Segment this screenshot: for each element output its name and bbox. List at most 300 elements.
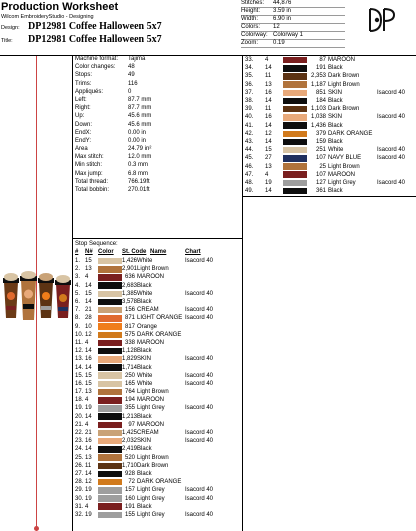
- stop-color-name: White: [137, 258, 153, 265]
- stop-row: [245, 162, 416, 170]
- stop-needle: 21: [85, 430, 92, 437]
- stop-color-name: Dark Brown: [137, 462, 169, 469]
- info-label: Max jump:: [75, 170, 103, 177]
- stop-stitch-code: 361: [315, 188, 326, 195]
- info-label: Trims:: [75, 80, 92, 87]
- stop-num: 23.: [75, 438, 84, 445]
- info-row: [75, 122, 242, 130]
- info-row: [75, 105, 242, 113]
- info-value: 45.6 mm: [128, 113, 152, 120]
- stop-needle: 15: [85, 258, 92, 265]
- stop-needle: 19: [85, 511, 92, 518]
- stop-stitch-code: 2,683: [122, 282, 138, 289]
- stop-stitch-code: 194: [124, 397, 135, 404]
- stop-color-name: DARK ORANGE: [328, 130, 373, 137]
- stop-row: [75, 437, 242, 445]
- stop-row: [245, 56, 416, 64]
- info-value: 49: [128, 72, 135, 79]
- stop-row: [75, 404, 242, 412]
- stop-row: [75, 331, 242, 339]
- stop-row: [75, 511, 242, 519]
- stop-stitch-code: 107: [315, 155, 326, 162]
- stop-num: 10.: [75, 331, 84, 338]
- stop-row: [245, 97, 416, 105]
- stop-stitch-code: 817: [124, 323, 135, 330]
- stop-color-name: Black: [328, 188, 343, 195]
- info-row: [75, 97, 242, 105]
- color-swatch: [283, 139, 307, 146]
- stop-row: [75, 454, 242, 462]
- stats-panel: [241, 0, 345, 48]
- stop-num: 9.: [75, 323, 81, 330]
- info-row: [75, 179, 242, 187]
- info-row: [75, 171, 242, 179]
- stop-num: 6.: [75, 299, 81, 306]
- stop-color-name: SKIN: [137, 356, 152, 363]
- stat-label: Colorway:: [241, 32, 268, 38]
- stop-stitch-code: 250: [124, 372, 135, 379]
- stop-row: [75, 380, 242, 388]
- info-label: Total thread:: [75, 178, 109, 185]
- info-label: Min stitch:: [75, 162, 103, 169]
- header-color: Color: [98, 249, 114, 255]
- info-value: 24.79 in²: [128, 146, 152, 153]
- stop-color-name: Light Brown: [137, 389, 169, 396]
- color-swatch: [283, 106, 307, 113]
- stop-num: 35.: [245, 73, 254, 80]
- stop-color-name: Black: [137, 299, 152, 306]
- stop-num: 25.: [75, 454, 84, 461]
- stop-stitch-code: 251: [315, 147, 326, 154]
- color-swatch: [283, 65, 307, 72]
- color-table-bottom: [243, 196, 416, 197]
- header-needle: N#: [85, 249, 93, 255]
- color-swatch: [98, 307, 122, 314]
- stop-stitch-code: 379: [315, 130, 326, 137]
- color-swatch: [98, 495, 122, 502]
- stop-color-name: Black: [137, 364, 152, 371]
- stop-sequence-title: Stop Sequence:: [75, 241, 118, 247]
- stop-needle: 16: [85, 438, 92, 445]
- stop-num: 39.: [245, 106, 254, 113]
- stop-num: 40.: [245, 114, 254, 121]
- stop-chart: Isacord 40: [185, 511, 214, 518]
- stop-row: [75, 388, 242, 396]
- color-swatch: [283, 98, 307, 105]
- stop-stitch-code: 2,353: [310, 73, 326, 80]
- stop-needle: 13: [85, 454, 92, 461]
- stat-row: [241, 40, 345, 48]
- color-swatch: [98, 405, 122, 412]
- stop-needle: 10: [85, 323, 92, 330]
- color-swatch: [98, 266, 122, 273]
- trace-end-dot: [34, 526, 39, 531]
- info-value: 0.00 in: [128, 129, 147, 136]
- info-label: Area: [75, 146, 88, 153]
- info-value: 87.7 mm: [128, 105, 152, 112]
- header-code: St. Code: [122, 249, 147, 255]
- info-row: [75, 64, 242, 72]
- stop-num: 31.: [75, 503, 84, 510]
- info-row: [75, 89, 242, 97]
- color-swatch: [98, 372, 122, 379]
- stop-num: 26.: [75, 462, 84, 469]
- stop-row: [245, 113, 416, 121]
- info-value: 87.7 mm: [128, 96, 152, 103]
- stop-row: [75, 494, 242, 502]
- stop-stitch-code: 1,426: [122, 258, 138, 265]
- stop-num: 41.: [245, 122, 254, 129]
- stop-num: 44.: [245, 147, 254, 154]
- info-value: 6.8 mm: [128, 170, 149, 177]
- color-swatch: [283, 188, 307, 195]
- stop-color-name: MAROON: [137, 421, 164, 428]
- stop-chart: Isacord 40: [185, 487, 214, 494]
- info-row: [75, 154, 242, 162]
- stop-num: 5.: [75, 290, 81, 297]
- stop-chart: Isacord 40: [185, 495, 214, 502]
- stat-label: Width:: [241, 16, 259, 22]
- stat-value: 12: [273, 24, 280, 30]
- stop-row: [75, 413, 242, 421]
- stop-color-name: Light Grey: [137, 495, 165, 502]
- design-label: Design:: [1, 25, 20, 31]
- stop-sequence-continued: [245, 56, 416, 195]
- color-swatch: [98, 413, 122, 420]
- stop-row: [75, 429, 242, 437]
- stop-needle: 4: [85, 397, 89, 404]
- stop-row: [75, 470, 242, 478]
- stop-num: 11.: [75, 339, 83, 346]
- stop-num: 2.: [75, 266, 81, 273]
- stop-num: 33.: [245, 57, 254, 64]
- info-label: Left:: [75, 96, 87, 103]
- stop-needle: 15: [265, 147, 272, 154]
- stop-stitch-code: 87: [319, 57, 326, 64]
- stop-row: [75, 257, 242, 265]
- info-value: 116: [128, 80, 138, 87]
- info-label: Down:: [75, 121, 93, 128]
- stop-stitch-code: 338: [124, 339, 135, 346]
- stop-needle: 19: [85, 487, 92, 494]
- stop-num: 15.: [75, 372, 84, 379]
- stop-needle: 16: [85, 356, 92, 363]
- stop-row: [245, 105, 416, 113]
- stop-needle: 14: [265, 138, 272, 145]
- stop-needle: 19: [85, 405, 92, 412]
- stop-color-name: MAROON: [328, 171, 355, 178]
- stop-color-name: Light Brown: [137, 454, 169, 461]
- stop-row: [75, 273, 242, 281]
- stat-label: Zoom:: [241, 40, 259, 46]
- stop-needle: 15: [85, 372, 92, 379]
- stop-num: 13.: [75, 356, 84, 363]
- stop-color-name: Black: [137, 503, 152, 510]
- stop-chart: Isacord 40: [185, 372, 214, 379]
- stop-row: [75, 323, 242, 331]
- stat-value: 44,876: [273, 0, 292, 6]
- stop-num: 19.: [75, 405, 84, 412]
- color-swatch: [98, 397, 122, 404]
- stop-num: 7.: [75, 307, 81, 314]
- stop-chart: Isacord 40: [377, 89, 406, 96]
- stop-needle: 11: [265, 106, 272, 113]
- stop-num: 14.: [75, 364, 84, 371]
- stop-needle: 14: [85, 299, 92, 306]
- stop-num: 49.: [245, 188, 254, 195]
- info-label: Max stitch:: [75, 154, 104, 161]
- stop-num: 28.: [75, 479, 84, 486]
- color-swatch: [98, 258, 122, 265]
- stop-needle: 4: [85, 421, 89, 428]
- stop-row: [75, 339, 242, 347]
- stop-chart: Isacord 40: [185, 290, 214, 297]
- color-swatch: [98, 471, 122, 478]
- stop-row: [245, 171, 416, 179]
- stat-label: Colors:: [241, 24, 261, 30]
- stop-row: [245, 138, 416, 146]
- stop-stitch-code: 1,187: [310, 81, 326, 88]
- stop-needle: 27: [265, 155, 272, 162]
- stop-needle: 4: [265, 171, 269, 178]
- stop-num: 16.: [75, 380, 84, 387]
- stop-num: 21.: [75, 421, 84, 428]
- stat-value: 0.19: [273, 40, 285, 46]
- info-value: 12.0 mm: [128, 154, 152, 161]
- stop-chart: Isacord 40: [185, 430, 214, 437]
- stop-stitch-code: 97: [128, 421, 135, 428]
- stop-color-name: Light Brown: [137, 266, 169, 273]
- color-swatch: [283, 147, 307, 154]
- stop-row: [75, 462, 242, 470]
- stop-row: [75, 372, 242, 380]
- stop-num: 43.: [245, 138, 254, 145]
- header-name: Name: [150, 249, 167, 255]
- color-swatch: [98, 446, 122, 453]
- stop-needle: 4: [85, 503, 89, 510]
- stat-row: [241, 16, 345, 24]
- stop-color-name: Black: [137, 446, 152, 453]
- stop-stitch-code: 25: [319, 163, 326, 170]
- header-num: #: [75, 249, 79, 255]
- info-value: Tajima: [128, 56, 146, 62]
- stat-row: [241, 8, 345, 16]
- color-swatch: [98, 364, 122, 371]
- stop-row: [245, 146, 416, 154]
- stat-row: [241, 24, 345, 32]
- stop-needle: 13: [85, 266, 92, 273]
- stop-row: [245, 187, 416, 195]
- color-swatch: [283, 57, 307, 64]
- stop-needle: 12: [85, 479, 92, 486]
- stop-stitch-code: 764: [124, 389, 135, 396]
- design-name: DP12981 Coffee Halloween 5x7: [28, 21, 162, 32]
- stop-row: [245, 154, 416, 162]
- color-swatch: [283, 180, 307, 187]
- info-row: [75, 146, 242, 154]
- header-chart: Chart: [185, 249, 201, 255]
- stop-color-name: CREAM: [137, 430, 159, 437]
- stop-stitch-code: 1,385: [122, 290, 138, 297]
- info-label: Stops:: [75, 72, 93, 79]
- stop-color-name: Light Brown: [328, 81, 360, 88]
- stop-stitch-code: 851: [315, 89, 326, 96]
- info-value: 45.6 mm: [128, 121, 152, 128]
- color-swatch: [98, 291, 122, 298]
- color-swatch: [98, 356, 122, 363]
- stop-row: [75, 314, 242, 322]
- stop-stitch-code: 191: [124, 503, 135, 510]
- stop-needle: 13: [265, 163, 272, 170]
- stop-stitch-code: 107: [315, 171, 326, 178]
- info-row: [75, 72, 242, 80]
- stat-value: 6.90 in: [273, 16, 292, 22]
- stop-needle: 19: [85, 495, 92, 502]
- color-swatch: [283, 114, 307, 121]
- stop-sequence-table: [75, 249, 242, 519]
- stop-stitch-code: 157: [124, 487, 135, 494]
- stop-needle: 28: [85, 315, 92, 322]
- color-swatch: [98, 487, 122, 494]
- stop-needle: 14: [85, 364, 92, 371]
- stat-label: Stitches:: [241, 0, 265, 6]
- stop-needle: 14: [85, 446, 92, 453]
- stop-needle: 4: [265, 57, 269, 64]
- color-swatch: [98, 274, 122, 281]
- stop-stitch-code: 159: [315, 138, 326, 145]
- stop-color-name: Light Grey: [328, 179, 356, 186]
- stop-color-name: MAROON: [137, 397, 164, 404]
- stop-sequence-header: [75, 249, 242, 257]
- stop-chart: Isacord 40: [185, 258, 214, 265]
- color-swatch: [98, 430, 122, 437]
- info-value: 0.3 mm: [128, 162, 149, 169]
- info-row: [75, 81, 242, 89]
- stop-num: 48.: [245, 179, 254, 186]
- stop-stitch-code: 2,419: [122, 446, 138, 453]
- color-swatch: [283, 155, 307, 162]
- stop-num: 3.: [75, 274, 81, 281]
- info-label: Right:: [75, 105, 91, 112]
- stop-num: 20.: [75, 413, 84, 420]
- color-swatch: [283, 81, 307, 88]
- info-label: EndY:: [75, 137, 92, 144]
- stop-num: 29.: [75, 487, 84, 494]
- stop-needle: 12: [85, 331, 92, 338]
- info-row: [75, 56, 242, 64]
- stop-color-name: MAROON: [328, 57, 355, 64]
- stop-color-name: Black: [328, 65, 343, 72]
- stop-num: 34.: [245, 65, 254, 72]
- stop-stitch-code: 72: [128, 479, 135, 486]
- stop-stitch-code: 2,032: [122, 438, 138, 445]
- stop-needle: 14: [265, 122, 272, 129]
- stop-chart: Isacord 40: [185, 307, 214, 314]
- stop-stitch-code: 636: [124, 274, 135, 281]
- stop-needle: 14: [85, 470, 92, 477]
- stat-label: Height:: [241, 8, 261, 14]
- stop-needle: 19: [265, 179, 272, 186]
- stop-num: 18.: [75, 397, 84, 404]
- stop-row: [75, 265, 242, 273]
- stop-row: [75, 355, 242, 363]
- stat-value: 3.59 in: [273, 8, 292, 14]
- stop-num: 46.: [245, 163, 254, 170]
- color-swatch: [98, 438, 122, 445]
- stop-row: [245, 179, 416, 187]
- middle-divider: [242, 55, 243, 531]
- machine-info-panel: [75, 56, 242, 195]
- stop-color-name: White: [137, 290, 153, 297]
- stop-row: [245, 130, 416, 138]
- stop-color-name: Black: [328, 98, 343, 105]
- stop-needle: 14: [265, 65, 272, 72]
- stop-num: 12.: [75, 348, 84, 355]
- info-label: Machine format:: [75, 56, 119, 62]
- stop-stitch-code: 165: [124, 380, 135, 387]
- stop-color-name: Black: [137, 282, 152, 289]
- stop-color-name: SKIN: [137, 438, 152, 445]
- stop-color-name: Dark Brown: [328, 73, 360, 80]
- stop-stitch-code: 127: [315, 179, 326, 186]
- stop-needle: 16: [265, 114, 272, 121]
- color-swatch: [98, 340, 122, 347]
- stop-color-name: SKIN: [328, 114, 343, 121]
- stop-chart: Isacord 40: [377, 114, 406, 121]
- stop-stitch-code: 191: [315, 65, 326, 72]
- stop-stitch-code: 2,901: [122, 266, 138, 273]
- color-swatch: [98, 332, 122, 339]
- color-swatch: [98, 454, 122, 461]
- stop-needle: 14: [85, 282, 92, 289]
- info-value: 0.00 in: [128, 137, 147, 144]
- stop-num: 4.: [75, 282, 81, 289]
- info-row: [75, 138, 242, 146]
- stop-needle: 12: [265, 130, 272, 137]
- stop-color-name: NAVY BLUE: [328, 155, 362, 162]
- stop-color-name: Black: [328, 138, 343, 145]
- color-swatch: [98, 299, 122, 306]
- stop-num: 36.: [245, 81, 254, 88]
- stop-needle: 14: [265, 98, 272, 105]
- stop-chart: Isacord 40: [185, 438, 214, 445]
- stop-num: 32.: [75, 511, 84, 518]
- stop-stitch-code: 520: [124, 454, 135, 461]
- stop-color-name: Black: [328, 122, 343, 129]
- stop-color-name: SKIN: [328, 89, 343, 96]
- stop-color-name: MAROON: [137, 339, 164, 346]
- stop-row: [75, 503, 242, 511]
- stop-num: 45.: [245, 155, 254, 162]
- info-value: 270.01ft: [128, 187, 150, 193]
- stop-row: [75, 486, 242, 494]
- stop-stitch-code: 871: [124, 315, 135, 322]
- color-swatch: [98, 512, 122, 519]
- stop-row: [75, 421, 242, 429]
- stop-num: 8.: [75, 315, 81, 322]
- stop-stitch-code: 1,710: [122, 462, 138, 469]
- stop-stitch-code: 155: [124, 511, 135, 518]
- stop-num: 27.: [75, 470, 84, 477]
- stop-chart: Isacord 40: [185, 380, 214, 387]
- stop-chart: Isacord 40: [377, 155, 406, 162]
- company-name: Wilcom EmbroideryStudio - Designing: [1, 14, 94, 20]
- info-label: Color changes:: [75, 64, 116, 71]
- stop-needle: 14: [265, 188, 272, 195]
- stop-num: 38.: [245, 98, 254, 105]
- info-value: 766.19ft: [128, 178, 150, 185]
- stop-row: [75, 282, 242, 290]
